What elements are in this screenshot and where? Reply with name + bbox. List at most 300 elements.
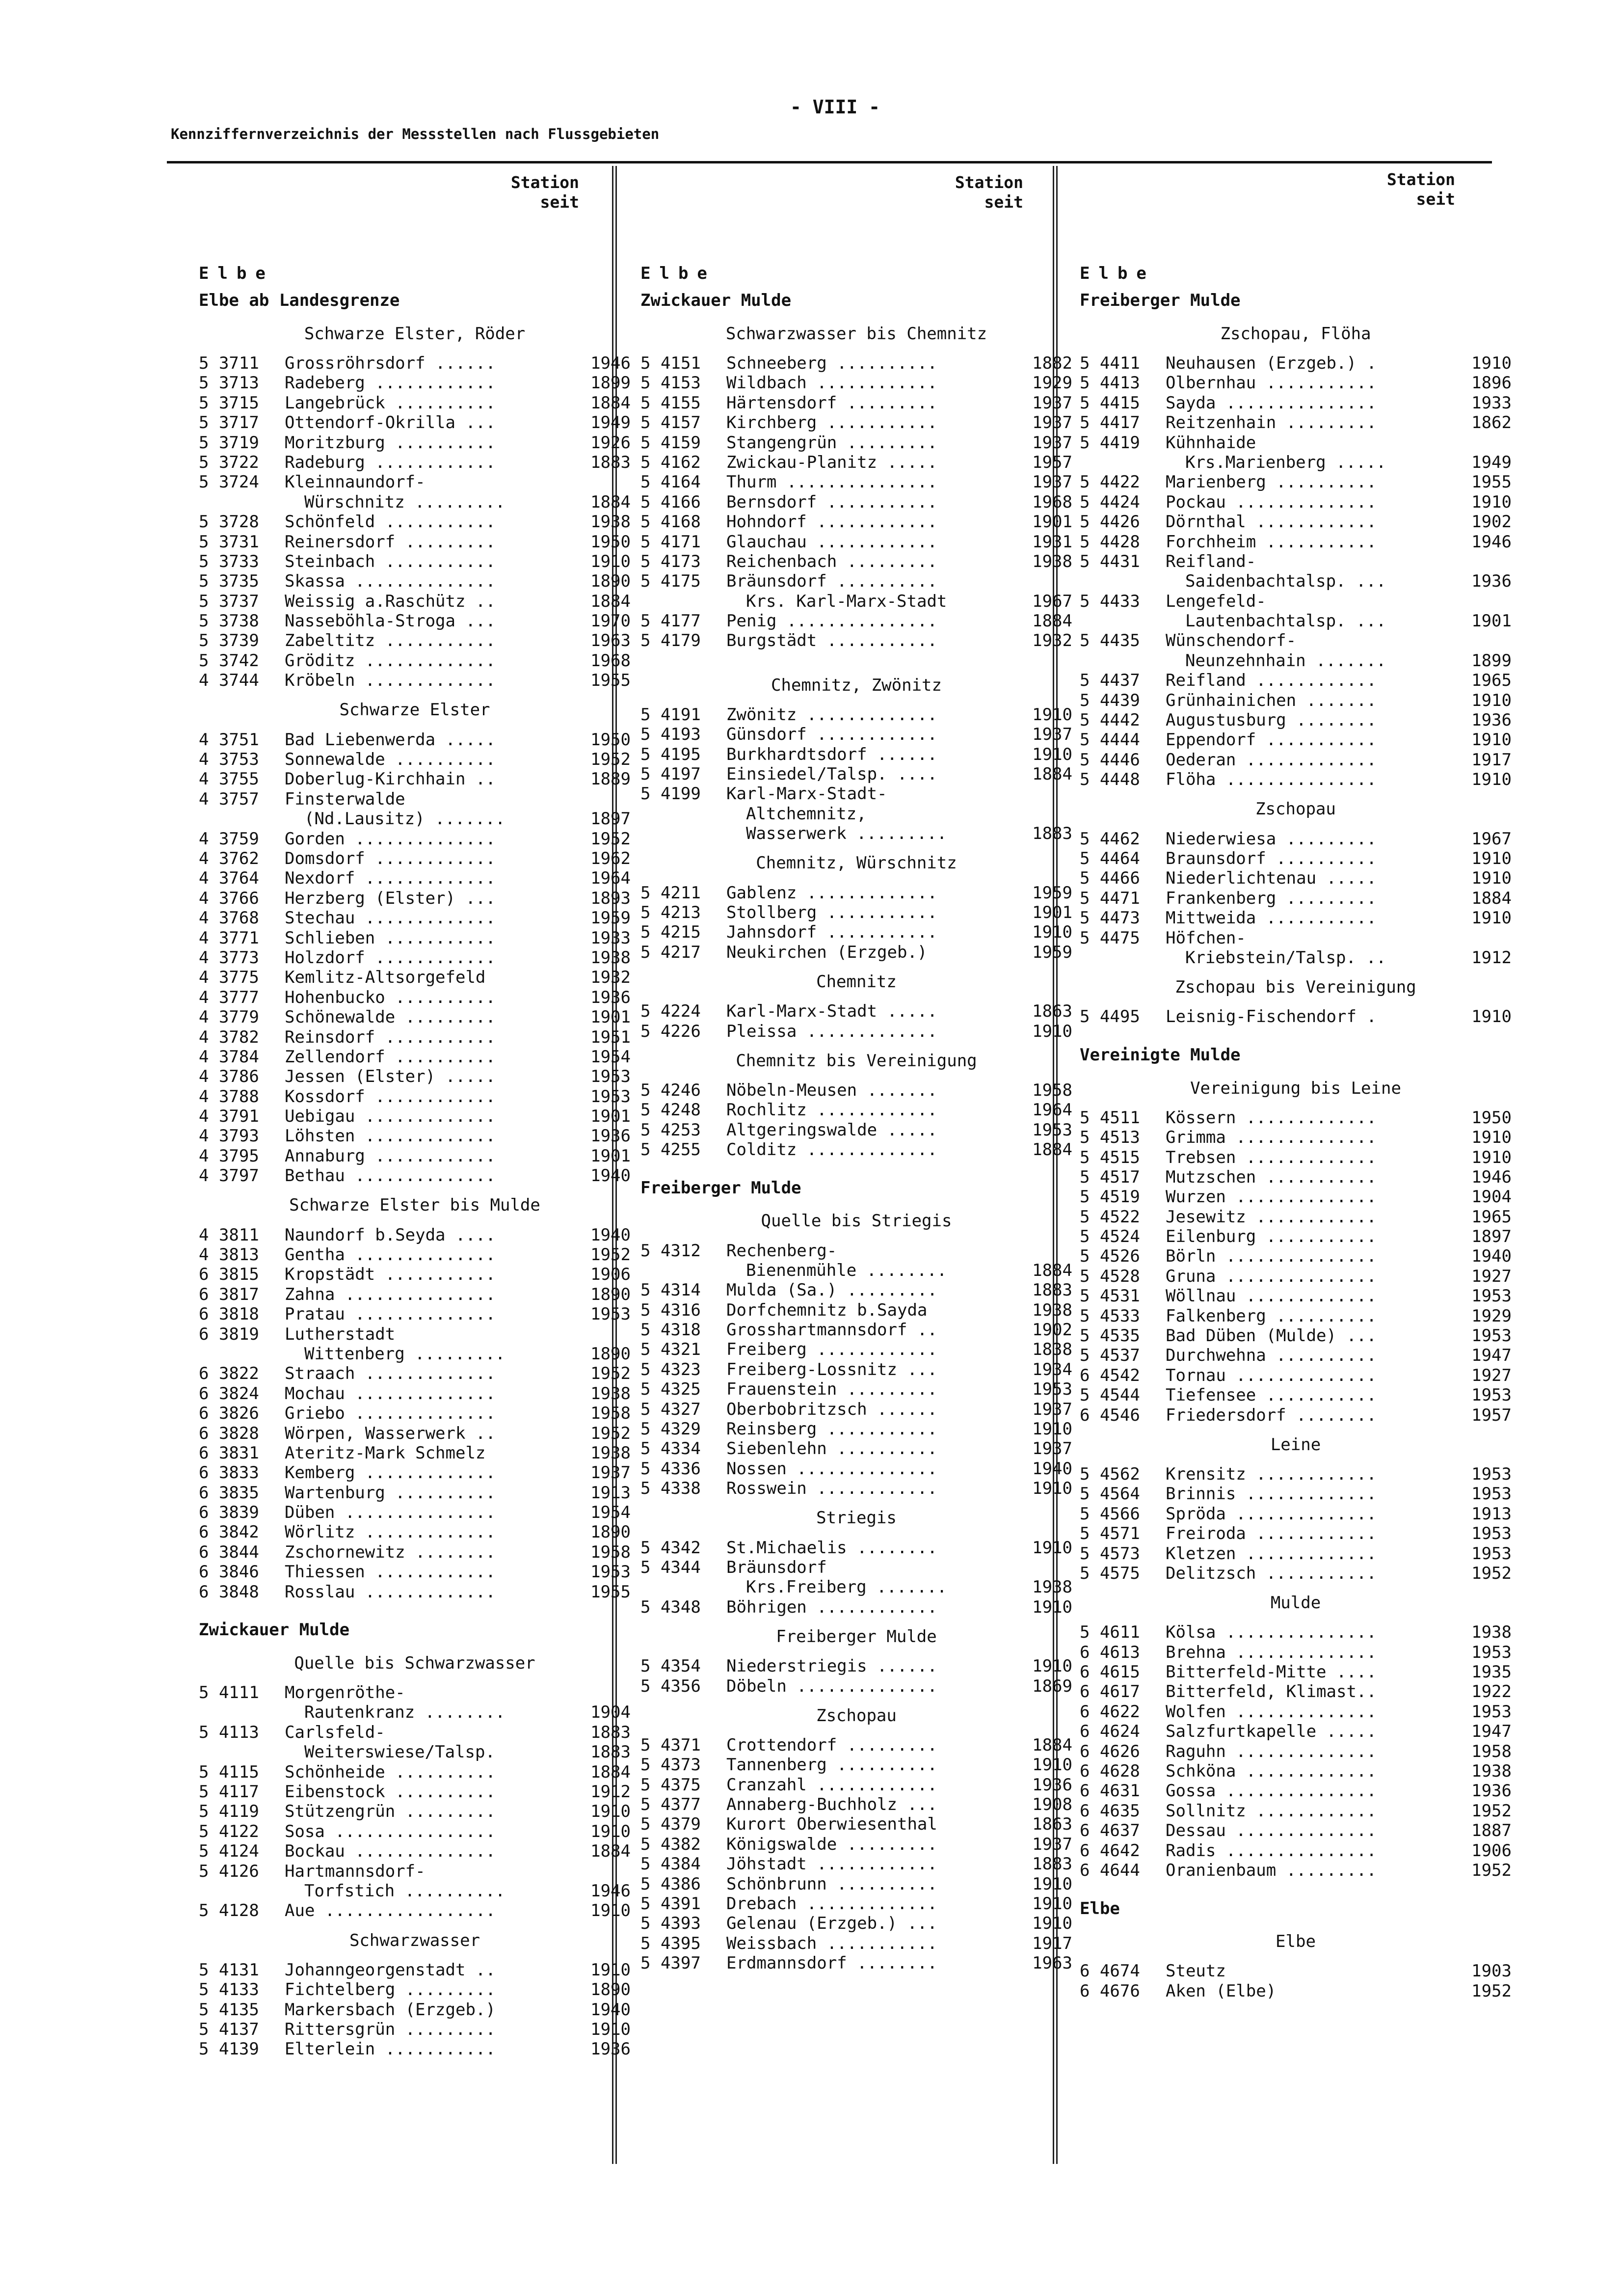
station-row — [1080, 1622, 1512, 1642]
station-row — [640, 512, 1072, 532]
station-code: 5 4211 — [640, 883, 701, 903]
station-row — [199, 2039, 631, 2059]
station-code: 5 4513 — [1080, 1128, 1140, 1148]
station-row-continuation — [640, 804, 1072, 824]
station-row — [640, 532, 1072, 552]
station-since-year — [1458, 631, 1512, 650]
station-name: Wolfen .............. — [1166, 1702, 1377, 1722]
document-title: Kennziffernverzeichnis der Messstellen nach Flussgebieten — [171, 126, 660, 142]
station-code: 5 4325 — [640, 1379, 701, 1400]
station-name: Herzberg (Elster) ... — [285, 888, 496, 908]
station-since-year: 1863 — [1032, 1814, 1072, 1835]
river-heading: Elbe ab Landesgrenze — [199, 291, 400, 311]
station-row — [640, 705, 1072, 725]
spacer — [199, 1602, 631, 1617]
station-name: Königswalde ......... — [726, 1834, 937, 1854]
station-row — [199, 769, 631, 789]
station-row — [1080, 1524, 1512, 1543]
station-row — [640, 1340, 1072, 1359]
station-since-year: 1903 — [1471, 1961, 1512, 1981]
station-name: Hohenbucko .......... — [285, 987, 496, 1007]
station-row — [199, 1107, 631, 1126]
station-since-year: 1954 — [590, 1503, 631, 1523]
section-heading: Chemnitz bis Vereinigung — [736, 1051, 977, 1071]
section-heading: Quelle bis Schwarzwasser — [294, 1653, 535, 1673]
station-since-year: 1967 — [1032, 591, 1072, 611]
station-since-year: 1947 — [1471, 1722, 1512, 1742]
station-since-year: 1906 — [1471, 1840, 1512, 1861]
station-name: Wöllnau ............. — [1166, 1286, 1377, 1306]
station-row — [1080, 710, 1512, 730]
station-name: Mochau .............. — [285, 1383, 496, 1404]
station-row — [1080, 750, 1512, 770]
page-number: - VIII - — [790, 96, 880, 118]
station-code — [640, 1261, 726, 1280]
station-row — [1080, 691, 1512, 710]
station-code: 5 4384 — [640, 1854, 701, 1874]
station-row — [640, 393, 1072, 413]
station-name: Tornau .............. — [1166, 1365, 1377, 1385]
station-row — [199, 1047, 631, 1067]
station-row — [640, 745, 1072, 764]
station-row — [640, 1538, 1072, 1558]
station-since-year: 1890 — [590, 571, 631, 592]
station-since-year: 1890 — [590, 1344, 631, 1364]
station-row-continuation — [1080, 571, 1512, 591]
station-row — [199, 433, 631, 453]
station-row — [640, 1320, 1072, 1340]
station-row — [199, 849, 631, 868]
station-code: 5 4466 — [1080, 868, 1140, 889]
station-name: Kriebstein/Talsp. .. — [1185, 947, 1386, 968]
station-code: 6 3833 — [199, 1463, 259, 1483]
station-name: Finsterwalde — [285, 789, 405, 809]
section-heading: Freiberger Mulde — [776, 1626, 937, 1647]
station-code: 5 4391 — [640, 1894, 701, 1914]
station-since-year — [1018, 1241, 1072, 1261]
river-heading: Zwickauer Mulde — [199, 1620, 350, 1640]
station-code: 5 4515 — [1080, 1147, 1140, 1167]
station-name: Rautenkranz ........ — [304, 1702, 506, 1723]
station-since-year: 1936 — [590, 2039, 631, 2059]
station-since-year: 1963 — [590, 631, 631, 651]
station-name: Kleinnaundorf- — [285, 472, 426, 492]
station-code: 5 4321 — [640, 1340, 701, 1360]
station-code: 5 4573 — [1080, 1543, 1140, 1564]
section-heading: Schwarzwasser — [349, 1930, 480, 1950]
station-name: Löhsten ............. — [285, 1126, 496, 1146]
station-header-line: seit — [984, 192, 1023, 212]
station-row — [640, 353, 1072, 373]
station-since-year: 1959 — [590, 908, 631, 928]
station-code: 5 4318 — [640, 1320, 701, 1340]
station-code: 4 3755 — [199, 769, 259, 789]
station-row — [1080, 532, 1512, 552]
station-row — [1080, 1662, 1512, 1682]
station-name: Krs. Karl-Marx-Stadt — [746, 591, 947, 611]
station-name: Günsdorf ............ — [726, 725, 937, 745]
station-code: 6 3839 — [199, 1503, 259, 1523]
station-code: 6 3815 — [199, 1265, 259, 1285]
station-code: 4 3791 — [199, 1107, 259, 1127]
station-code: 4 3813 — [199, 1245, 259, 1265]
station-code: 5 4329 — [640, 1419, 701, 1439]
station-code: 5 4248 — [640, 1100, 701, 1120]
station-code: 5 4111 — [199, 1683, 259, 1703]
station-code: 5 4193 — [640, 725, 701, 745]
station-row — [1080, 730, 1512, 750]
station-code: 5 4464 — [1080, 848, 1140, 868]
station-code: 5 4411 — [1080, 353, 1140, 373]
station-code: 5 4191 — [640, 704, 701, 725]
station-name: Würschnitz ......... — [304, 492, 506, 512]
station-since-year — [1458, 928, 1512, 948]
station-since-year: 1910 — [1032, 1479, 1072, 1499]
station-code: 5 3733 — [199, 551, 259, 571]
station-name: Niederwiesa ......... — [1166, 829, 1377, 849]
station-since-year: 1950 — [1471, 1107, 1512, 1128]
river-heading: Vereinigte Mulde — [1080, 1045, 1241, 1065]
station-name: Altgeringswalde ..... — [726, 1120, 937, 1140]
station-since-year: 1952 — [590, 1364, 631, 1384]
station-since-year: 1953 — [590, 1562, 631, 1582]
station-since-year: 1901 — [590, 1107, 631, 1127]
river-system-heading: Elbe — [1080, 264, 1155, 284]
station-since-year: 1862 — [1471, 413, 1512, 433]
station-name: Kirchberg ........... — [726, 413, 937, 433]
station-since-year: 1959 — [1032, 883, 1072, 903]
station-row-continuation — [640, 1577, 1072, 1597]
station-code — [1080, 651, 1166, 671]
station-code: 4 3753 — [199, 750, 259, 770]
station-since-year: 1884 — [1032, 1735, 1072, 1755]
station-since-year: 1931 — [1032, 532, 1072, 552]
station-name: Kropstädt ........... — [285, 1265, 496, 1285]
station-name: Sosa ................ — [285, 1821, 496, 1841]
station-since-year — [1458, 552, 1512, 571]
station-row — [199, 1503, 631, 1522]
station-row — [199, 2020, 631, 2039]
station-row — [199, 1782, 631, 1802]
station-code: 5 4611 — [1080, 1622, 1140, 1643]
station-code: 6 3844 — [199, 1542, 259, 1562]
section-heading: Zschopau bis Vereinigung — [1175, 977, 1416, 998]
station-row-continuation — [640, 1261, 1072, 1280]
station-since-year: 1902 — [1032, 1320, 1072, 1340]
station-row — [640, 1140, 1072, 1160]
station-code: 5 4431 — [1080, 551, 1140, 571]
station-row — [199, 1582, 631, 1602]
station-code: 5 4517 — [1080, 1167, 1140, 1187]
station-since-year: 1910 — [590, 2019, 631, 2039]
station-row — [1080, 1405, 1512, 1425]
station-name: Naundorf b.Seyda .... — [285, 1225, 496, 1245]
station-code: 5 4131 — [199, 1960, 259, 1980]
station-name: Börln ............... — [1166, 1246, 1377, 1267]
station-name: Wildbach ............ — [726, 373, 937, 393]
section-heading: Chemnitz, Zwönitz — [771, 675, 942, 695]
station-name: Nossen .............. — [726, 1459, 937, 1479]
station-code: 5 4115 — [199, 1762, 259, 1782]
station-name: Falkenberg .......... — [1166, 1306, 1377, 1326]
station-row — [199, 1285, 631, 1304]
station-row — [640, 1459, 1072, 1479]
station-name: Stützengrün ......... — [285, 1802, 496, 1822]
station-row — [1080, 1326, 1512, 1346]
station-row — [640, 1814, 1072, 1834]
station-since-year: 1913 — [1471, 1504, 1512, 1524]
station-code: 5 4448 — [1080, 770, 1140, 790]
station-code: 5 4433 — [1080, 591, 1140, 611]
station-name: Frauenstein ......... — [726, 1379, 937, 1400]
station-code: 5 4126 — [199, 1861, 259, 1881]
station-code: 4 3788 — [199, 1086, 259, 1107]
station-since-year: 1962 — [590, 848, 631, 868]
station-name: Reitzenhain ......... — [1166, 413, 1377, 433]
station-row-continuation — [199, 1702, 631, 1722]
station-column-3 — [1080, 260, 1512, 2001]
station-header-line: Station — [955, 173, 1023, 192]
station-since-year: 1949 — [590, 413, 631, 433]
station-name: Mulda (Sa.) ......... — [726, 1280, 937, 1300]
station-row — [199, 1126, 631, 1146]
station-since-year: 1946 — [590, 1881, 631, 1901]
station-row — [640, 373, 1072, 393]
station-row — [199, 1841, 631, 1861]
station-name: St.Michaelis ........ — [726, 1538, 937, 1558]
station-name: Brinnis ............. — [1166, 1484, 1377, 1504]
station-name: Jesewitz ............ — [1166, 1207, 1377, 1227]
station-since-year: 1901 — [590, 1146, 631, 1166]
station-name: Stechau ............. — [285, 908, 496, 928]
station-name: Thiessen ............ — [285, 1562, 496, 1582]
station-since-year: 1910 — [1471, 730, 1512, 750]
station-row — [1080, 1722, 1512, 1741]
station-column-1 — [199, 260, 631, 2059]
station-code: 6 3828 — [199, 1423, 259, 1443]
station-name: Tiefensee ........... — [1166, 1385, 1377, 1405]
station-code: 5 4177 — [640, 611, 701, 631]
station-header — [1308, 170, 1455, 209]
station-code: 4 3759 — [199, 829, 259, 849]
station-name: Steinbach ........... — [285, 551, 496, 571]
station-code: 5 4151 — [640, 353, 701, 373]
station-name: Reinsdorf ........... — [285, 1027, 496, 1047]
station-code: 5 4375 — [640, 1775, 701, 1795]
station-code: 5 4442 — [1080, 710, 1140, 730]
station-code: 5 4562 — [1080, 1464, 1140, 1484]
station-code: 4 3784 — [199, 1047, 259, 1067]
station-code: 4 3762 — [199, 848, 259, 868]
station-code: 5 4422 — [1080, 472, 1140, 492]
station-since-year: 1938 — [1032, 1300, 1072, 1320]
station-name: Sonnewalde .......... — [285, 750, 496, 770]
station-since-year — [1018, 804, 1072, 824]
station-code: 5 4342 — [640, 1538, 701, 1558]
station-row — [199, 1245, 631, 1265]
station-name: Zschornewitz ........ — [285, 1542, 496, 1562]
station-row — [199, 1067, 631, 1086]
station-name: Drebach ............. — [726, 1894, 937, 1914]
station-row — [1080, 1007, 1512, 1026]
station-since-year: 1953 — [1471, 1326, 1512, 1346]
station-since-year: 1968 — [1032, 492, 1072, 512]
station-name: Durchwehna .......... — [1166, 1346, 1377, 1366]
station-since-year: 1937 — [1032, 413, 1072, 433]
station-name: Schönheide .......... — [285, 1762, 496, 1782]
station-row — [640, 492, 1072, 512]
station-row — [640, 883, 1072, 903]
station-row — [199, 1862, 631, 1881]
station-code: 5 4575 — [1080, 1563, 1140, 1583]
section-heading: Schwarze Elster — [339, 700, 490, 720]
station-name: Delitzsch ........... — [1166, 1563, 1377, 1583]
station-name: Gelenau (Erzgeb.) ... — [726, 1914, 937, 1934]
station-since-year: 1953 — [590, 1304, 631, 1324]
station-since-year: 1901 — [1032, 512, 1072, 532]
station-code: 6 4617 — [1080, 1682, 1140, 1702]
station-code: 6 3818 — [199, 1304, 259, 1324]
station-name: Krs.Freiberg ....... — [746, 1577, 947, 1597]
station-since-year: 1970 — [590, 611, 631, 631]
station-name: Reinsberg ........... — [726, 1419, 937, 1439]
station-name: Langebrück .......... — [285, 393, 496, 413]
station-code: 4 3764 — [199, 868, 259, 889]
station-code: 5 4139 — [199, 2039, 259, 2059]
station-row — [199, 1265, 631, 1284]
station-name: Gentha .............. — [285, 1245, 496, 1265]
station-row — [199, 1324, 631, 1344]
station-row — [1080, 1108, 1512, 1128]
station-code: 5 4435 — [1080, 631, 1140, 651]
station-code: 5 4199 — [640, 784, 701, 804]
station-code: 6 3826 — [199, 1404, 259, 1424]
station-since-year: 1936 — [1471, 710, 1512, 730]
station-code — [640, 824, 726, 843]
station-code: 6 4674 — [1080, 1961, 1140, 1981]
station-row — [1080, 770, 1512, 789]
station-row — [199, 532, 631, 552]
station-code: 5 3724 — [199, 472, 259, 492]
station-since-year: 1964 — [590, 868, 631, 889]
station-row — [640, 1100, 1072, 1120]
section-heading: Mulde — [1270, 1593, 1321, 1613]
station-name: Schlieben ........... — [285, 928, 496, 948]
station-code — [1080, 571, 1166, 591]
station-row — [1080, 393, 1512, 413]
station-row — [1080, 1702, 1512, 1722]
station-since-year: 1937 — [1032, 725, 1072, 745]
station-name: Gorden .............. — [285, 829, 496, 849]
station-name: Doberlug-Kirchhain .. — [285, 769, 496, 789]
section-heading: Schwarzwasser bis Chemnitz — [725, 324, 987, 344]
station-row — [640, 764, 1072, 784]
station-code: 5 4528 — [1080, 1266, 1140, 1286]
station-name: Radeburg ............ — [285, 452, 496, 472]
station-since-year: 1938 — [590, 1443, 631, 1463]
station-row — [199, 1166, 631, 1186]
station-row — [1080, 829, 1512, 849]
station-code: 5 3719 — [199, 432, 259, 453]
station-code: 5 4336 — [640, 1459, 701, 1479]
station-since-year: 1927 — [1471, 1365, 1512, 1385]
station-since-year: 1910 — [1032, 1021, 1072, 1041]
river-heading: Elbe — [1080, 1898, 1120, 1918]
station-code: 5 4323 — [640, 1359, 701, 1379]
station-row — [640, 725, 1072, 744]
station-column-2 — [640, 260, 1072, 1973]
station-row — [640, 1894, 1072, 1914]
station-since-year: 1838 — [1032, 1340, 1072, 1360]
station-row — [1080, 1207, 1512, 1227]
station-name: Grünhainichen ....... — [1166, 690, 1377, 710]
station-since-year: 1883 — [590, 452, 631, 472]
station-code: 5 4215 — [640, 922, 701, 943]
station-since-year: 1912 — [590, 1782, 631, 1802]
station-code: 4 3782 — [199, 1027, 259, 1047]
station-since-year: 1953 — [1471, 1702, 1512, 1722]
station-name: Straach ............. — [285, 1364, 496, 1384]
station-code: 5 4312 — [640, 1241, 701, 1261]
station-since-year: 1940 — [590, 1166, 631, 1186]
station-row — [199, 651, 631, 671]
station-since-year: 1937 — [590, 1463, 631, 1483]
station-name: Burgstädt ........... — [726, 631, 937, 651]
station-code: 6 4642 — [1080, 1840, 1140, 1861]
station-since-year: 1908 — [1032, 1795, 1072, 1815]
station-since-year: 1959 — [1032, 942, 1072, 962]
station-since-year: 1926 — [590, 432, 631, 453]
station-since-year: 1955 — [590, 1582, 631, 1602]
station-name: Hartmannsdorf- — [285, 1861, 426, 1881]
station-name: Rochlitz ............ — [726, 1100, 937, 1120]
station-since-year: 1936 — [1032, 1775, 1072, 1795]
station-row — [640, 1735, 1072, 1755]
section-heading: Elbe — [1276, 1932, 1316, 1952]
station-row — [640, 1558, 1072, 1577]
station-code: 5 4524 — [1080, 1227, 1140, 1247]
station-row — [199, 908, 631, 928]
station-since-year: 1947 — [1471, 1346, 1512, 1366]
station-since-year: 1938 — [590, 947, 631, 968]
station-since-year: 1935 — [1471, 1662, 1512, 1682]
station-name: Sayda ............... — [1166, 393, 1377, 413]
station-code: 6 4631 — [1080, 1781, 1140, 1801]
station-name: Pleissa ............. — [726, 1021, 937, 1041]
station-code: 5 4522 — [1080, 1207, 1140, 1227]
station-header-line: seit — [540, 192, 579, 212]
station-row — [640, 472, 1072, 492]
station-since-year: 1910 — [1471, 868, 1512, 889]
station-name: Wörpen, Wasserwerk .. — [285, 1423, 496, 1443]
station-code: 4 3766 — [199, 888, 259, 908]
station-code: 5 4417 — [1080, 413, 1140, 433]
station-row — [1080, 631, 1512, 650]
station-row — [1080, 1346, 1512, 1365]
station-since-year: 1937 — [1032, 472, 1072, 492]
station-since-year: 1883 — [1032, 1280, 1072, 1300]
station-since-year: 1883 — [590, 1742, 631, 1762]
station-name: Glauchau ............ — [726, 532, 937, 552]
station-name: Griebo .............. — [285, 1404, 496, 1424]
station-code: 5 4128 — [199, 1901, 259, 1921]
station-code: 5 3715 — [199, 393, 259, 413]
station-since-year: 1933 — [1471, 393, 1512, 413]
station-code: 6 3848 — [199, 1582, 259, 1602]
station-row — [1080, 849, 1512, 868]
station-since-year: 1910 — [1032, 1914, 1072, 1934]
station-row — [640, 571, 1072, 591]
